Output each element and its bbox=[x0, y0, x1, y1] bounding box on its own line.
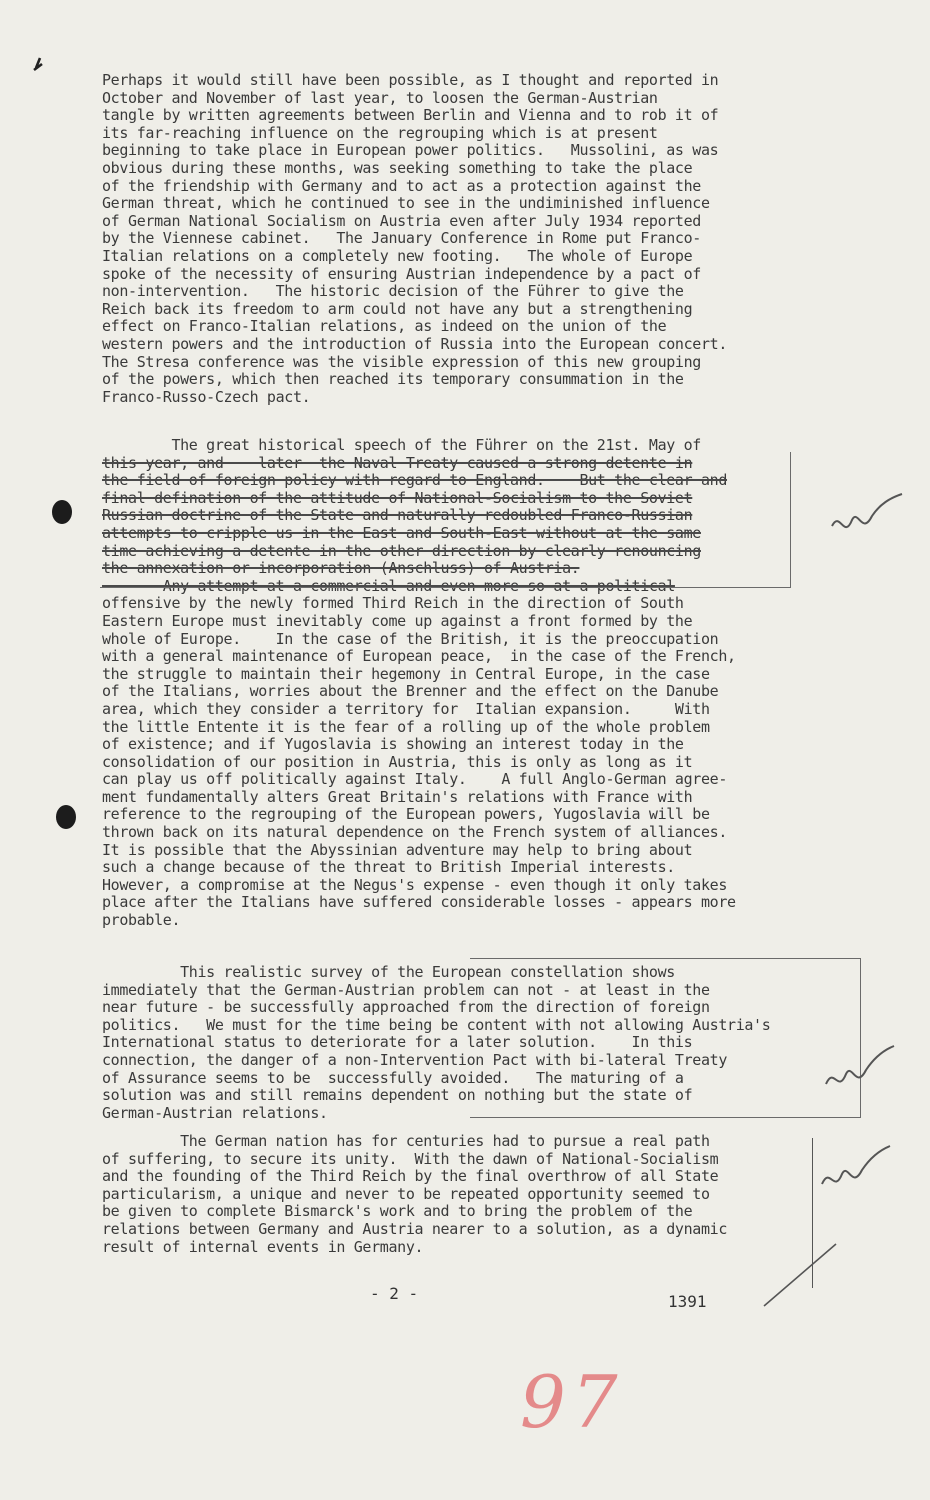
text-line: October and November of last year, to loosen the German-Austrian bbox=[102, 88, 658, 107]
struck-line: attempts to cripple us in the East and South-East without at the same bbox=[102, 523, 701, 542]
text-line: probable. bbox=[102, 911, 181, 930]
text-line: can play us off politically against Italy. A full Anglo-German agree- bbox=[102, 770, 728, 789]
struck-line: Any attempt at a commercial and even more so at a political bbox=[102, 576, 675, 595]
punch-hole-top bbox=[52, 500, 72, 524]
text-line: tangle by written agreements between Berlin and Vienna and to rob it of bbox=[102, 106, 719, 125]
page-number: - 2 - bbox=[370, 1284, 419, 1303]
text-line: Eastern Europe must inevitably come up against a front formed by the bbox=[102, 611, 693, 630]
text-line: with a general maintenance of European peace, in the case of the French, bbox=[102, 647, 736, 666]
text-line: German-Austrian relations. bbox=[102, 1103, 328, 1122]
text-line: relations between Germany and Austria nearer to a solution, as a dynamic bbox=[102, 1219, 728, 1238]
text-line: by the Viennese cabinet. The January Conference in Rome put Franco- bbox=[102, 229, 701, 248]
text-line: be given to complete Bismarck's work and to bring the problem of the bbox=[102, 1202, 693, 1221]
text-line: The Stresa conference was the visible expression of this new grouping bbox=[102, 352, 701, 371]
text-line: ment fundamentally alters Great Britain's relations with France with bbox=[102, 787, 693, 806]
text-line: of the powers, which then reached its temporary consummation in the bbox=[102, 370, 684, 389]
paragraph-1 bbox=[102, 72, 822, 406]
text-line: the struggle to maintain their hegemony in Central Europe, in the case bbox=[102, 664, 710, 683]
handwritten-margin-mark bbox=[828, 490, 908, 550]
struck-line: the annexation or incorporation (Anschluss) of Austria. bbox=[102, 559, 580, 578]
text-line: Perhaps it would still have been possible, as I thought and reported in bbox=[102, 71, 719, 89]
text-line: near future - be successfully approached from the direction of foreign bbox=[102, 998, 710, 1017]
text-line: of existence; and if Yugoslavia is showing an interest today in the bbox=[102, 735, 684, 754]
text-line: area, which they consider a territory for Italian expansion. With bbox=[102, 699, 710, 718]
text-line: non-intervention. The historic decision of the Führer to give the bbox=[102, 282, 684, 301]
text-line: This realistic survey of the European constellation shows bbox=[102, 963, 675, 981]
text-line: Franco-Russo-Czech pact. bbox=[102, 387, 311, 406]
handwritten-margin-mark bbox=[816, 1140, 896, 1200]
text-line: It is possible that the Abyssinian adventure may help to bring about bbox=[102, 840, 693, 859]
text-line: Reich back its freedom to arm could not have any but a strengthening bbox=[102, 299, 693, 318]
text-line: western powers and the introduction of Russia into the European concert. bbox=[102, 334, 728, 353]
paragraph-4 bbox=[102, 1133, 822, 1256]
text-line: International status to deteriorate for a later solution. In this bbox=[102, 1033, 693, 1052]
text-line: The German nation has for centuries had to pursue a real path bbox=[102, 1132, 710, 1150]
paragraph-3 bbox=[102, 964, 822, 1122]
text-line: the little Entente it is the fear of a rolling up of the whole problem bbox=[102, 717, 710, 736]
punch-hole-bottom bbox=[56, 805, 76, 829]
text-line: Italian relations on a completely new footing. The whole of Europe bbox=[102, 246, 693, 265]
text-line: its far-reaching influence on the regrouping which is at present bbox=[102, 123, 658, 142]
text-line: of Assurance seems to be successfully avoided. The maturing of a bbox=[102, 1068, 684, 1087]
text-line: whole of Europe. In the case of the British, it is the preoccupation bbox=[102, 629, 719, 648]
text-line: solution was and still remains dependent on nothing but the state of bbox=[102, 1086, 693, 1105]
text-line: German threat, which he continued to see in the undiminished influence bbox=[102, 194, 710, 213]
text-line: of suffering, to secure its unity. With the dawn of National-Socialism bbox=[102, 1149, 719, 1168]
struck-line: the field of foreign policy with regard to England. But the clear and bbox=[102, 471, 728, 490]
text-line: place after the Italians have suffered considerable losses - appears more bbox=[102, 893, 736, 912]
ink-mark bbox=[30, 52, 50, 76]
text-line: consolidation of our position in Austria, this is only as long as it bbox=[102, 752, 693, 771]
text-line: immediately that the German-Austrian problem can not - at least in the bbox=[102, 980, 710, 999]
handwritten-margin-mark bbox=[820, 1040, 900, 1100]
struck-line: Russian doctrine of the State and naturally redoubled Franco-Russian bbox=[102, 506, 693, 525]
text-line: such a change because of the threat to British Imperial interests. bbox=[102, 858, 675, 877]
text-line: effect on Franco-Italian relations, as indeed on the union of the bbox=[102, 317, 667, 336]
text-line: However, a compromise at the Negus's expense - even though it only takes bbox=[102, 875, 728, 894]
text-line: result of internal events in Germany. bbox=[102, 1237, 424, 1256]
struck-line: time achieving a detente in the other direction by clearly renouncing bbox=[102, 541, 701, 560]
text-line: beginning to take place in European power politics. Mussolini, as was bbox=[102, 141, 719, 160]
text-line: offensive by the newly formed Third Reich in the direction of South bbox=[102, 594, 684, 613]
archive-number: 97 bbox=[520, 1360, 624, 1444]
struck-line: final defination of the attitude of National-Socialism to the Soviet bbox=[102, 488, 693, 507]
text-line: obvious during these months, was seeking something to take the place bbox=[102, 158, 693, 177]
text-line: The great historical speech of the Führer on the 21st. May of bbox=[102, 436, 701, 454]
text-line: spoke of the necessity of ensuring Austrian independence by a pact of bbox=[102, 264, 701, 283]
text-line: reference to the regrouping of the European powers, Yugoslavia will be bbox=[102, 805, 710, 824]
paragraph-2 bbox=[102, 437, 822, 930]
struck-line: this year, and later the Naval Treaty caused a strong detente in bbox=[102, 453, 693, 472]
document-number: 1391 bbox=[668, 1292, 707, 1311]
text-line: thrown back on its natural dependence on the French system of alliances. bbox=[102, 823, 728, 842]
text-line: of German National Socialism on Austria even after July 1934 reported bbox=[102, 211, 701, 230]
text-line: particularism, a unique and never to be repeated opportunity seemed to bbox=[102, 1184, 710, 1203]
text-line: politics. We must for the time being be content with not allowing Austria's bbox=[102, 1015, 771, 1034]
text-line: of the Italians, worries about the Brenner and the effect on the Danube bbox=[102, 682, 719, 701]
text-line: and the founding of the Third Reich by the final overthrow of all State bbox=[102, 1167, 719, 1186]
text-line: connection, the danger of a non-Intervention Pact with bi-lateral Treaty bbox=[102, 1050, 728, 1069]
text-line: of the friendship with Germany and to act as a protection against the bbox=[102, 176, 701, 195]
